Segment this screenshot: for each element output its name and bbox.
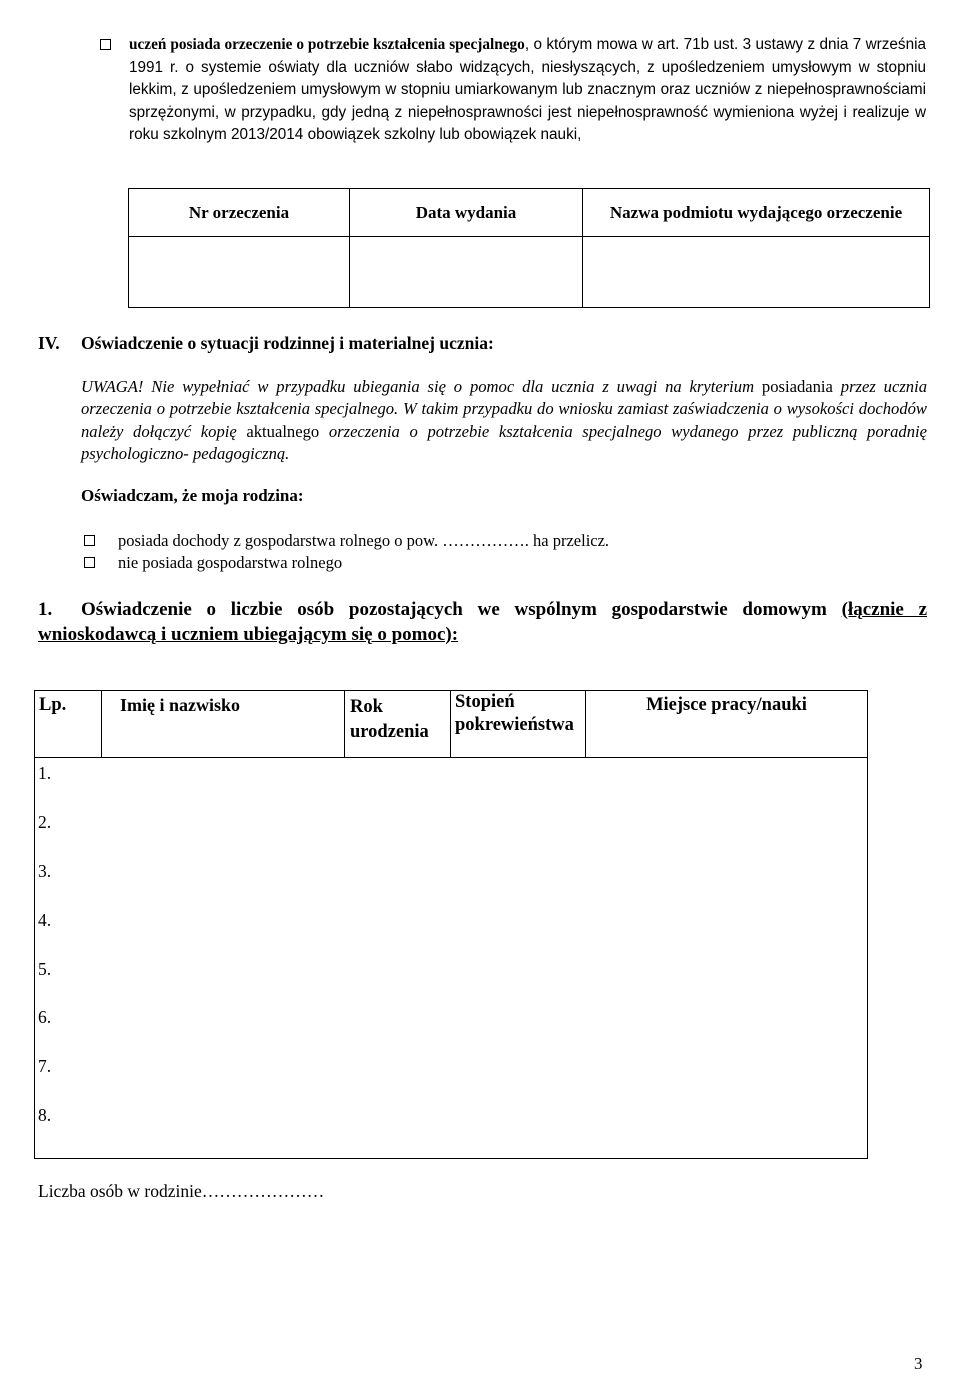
row-number-4: 4. — [38, 910, 52, 930]
header-rok-urodzenia: Rok urodzenia — [345, 691, 451, 758]
uwaga-text-4: aktualnego — [236, 421, 329, 441]
header-imie-nazwisko: Imię i nazwisko — [102, 691, 345, 758]
uwaga-text-5: orzeczenia o potrzebie kształcenia specjalnego wydanego przez publiczną poradnię psychologiczno- pedagogiczną. — [81, 421, 927, 464]
row-number-7: 7. — [38, 1056, 52, 1076]
household-table — [34, 690, 868, 1159]
checkbox-nie-posiada-gospodarstwa[interactable] — [84, 557, 95, 568]
uwaga-text-3: przez ucznia orzeczenia o potrzebie kształcenia specjalnego. W takim przypadku do wniosku zamiast zaświadczenia o wysokości dochodów należy dołączyć kopię — [81, 377, 927, 441]
header-miejsce-pracy: Miejsce pracy/nauki — [586, 691, 868, 758]
row-number-5: 5. — [38, 959, 52, 979]
row-number-6: 6. — [38, 1007, 52, 1027]
orzeczenie-table — [128, 188, 930, 308]
header-data-wydania: Data wydania — [350, 189, 583, 237]
declaration-label: Oświadczam, że moja rodzina: — [81, 486, 304, 505]
section-1-title: Oświadczenie o liczbie osób pozostających we wspólnym gospodarstwie domowym — [80, 599, 842, 620]
header-nr-orzeczenia: Nr orzeczenia — [129, 189, 350, 237]
uwaga-text-1: UWAGA! Nie wypełniać w przypadku ubiegania się o pomoc dla ucznia z uwagi na kryterium — [81, 377, 755, 396]
input-nazwa-podmiotu[interactable] — [583, 237, 930, 308]
header-nazwa-podmiotu: Nazwa podmiotu wydającego orzeczenie — [583, 189, 930, 237]
row-number-8: 8. — [38, 1105, 52, 1125]
orzeczenie-rest-text: , o którym mowa w art. 71b ust. 3 ustawy z dnia 7 września 1991 r. o systemie oświaty dla uczniów słabo widzących, niesłyszących, z upośledzeniem umysłowym w stopniu lekkim, z upośledzeniem umysłowym w stopniu umiarkowanym lub znacznym oraz uczniów z niepełnosprawnościami sprzężonymi, w przypadku, gdy jedną z niepełnosprawności jest niepełnosprawność wymieniona wyżej i realizuje w roku szkolnym 2013/2014 obowiązek szkolny lub obowiązek nauki, — [129, 36, 926, 144]
section-1-title-underlined: (łącznie z wnioskodawcą i uczniem ubiegającym się o pomoc): — [38, 599, 928, 645]
section-1-heading — [38, 597, 927, 647]
header-stopien-pokrewienstwa: Stopień pokrewieństwa — [451, 691, 586, 758]
uwaga-note — [81, 376, 927, 466]
orzeczenie-bold-text: uczeń posiada orzeczenie o potrzebie kształcenia specjalnego — [129, 36, 525, 53]
input-nr-orzeczenia[interactable] — [129, 237, 350, 308]
input-data-wydania[interactable] — [350, 237, 583, 308]
header-lp: Lp. — [35, 691, 102, 758]
checkbox-orzeczenie[interactable] — [100, 39, 111, 50]
option-nie-posiada-gospodarstwa: nie posiada gospodarstwa rolnego — [118, 553, 343, 572]
checkbox-posiada-gospodarstwo[interactable] — [84, 535, 95, 546]
page-number: 3 — [914, 1354, 923, 1373]
row-number-3: 3. — [38, 861, 52, 881]
household-entries-area[interactable] — [35, 758, 868, 1159]
uwaga-text-2: posiadania — [754, 377, 841, 396]
row-number-1: 1. — [38, 763, 52, 783]
section-iv-number: IV. — [38, 333, 60, 353]
orzeczenie-paragraph — [129, 34, 926, 147]
section-iv-title: Oświadczenie o sytuacji rodzinnej i materialnej ucznia: — [81, 333, 494, 353]
row-number-2: 2. — [38, 812, 52, 832]
family-count-field: Liczba osób w rodzinie………………… — [38, 1181, 325, 1201]
option-posiada-gospodarstwo: posiada dochody z gospodarstwa rolnego o pow. ……………. ha przelicz. — [118, 531, 610, 550]
section-1-number: 1. — [38, 599, 53, 620]
